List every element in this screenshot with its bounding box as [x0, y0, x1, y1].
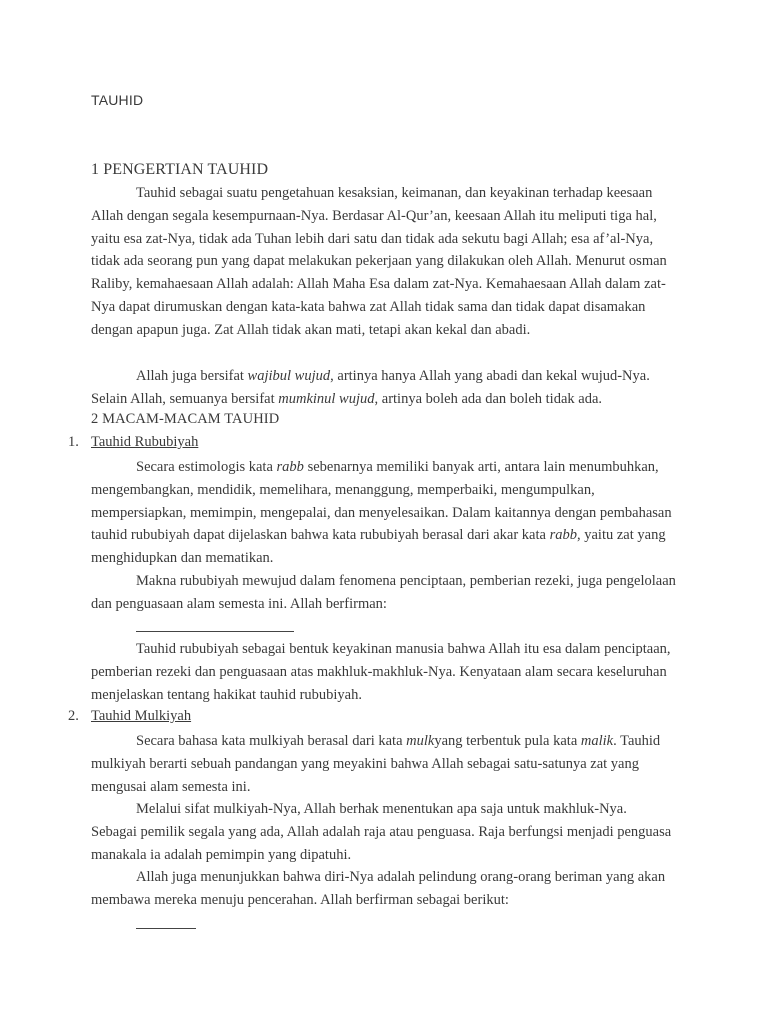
- text-run: Secara estimologis kata: [136, 459, 277, 475]
- italic-term: rabb: [276, 459, 304, 475]
- text-run: Allah juga bersifat: [136, 368, 248, 384]
- mulkiyah-paragraph-3: Allah juga menunjukkan bahwa diri-Nya adalah pelindung orang-orang beriman yang akan membawa mereka menuju pencerahan. Allah berfirman sebagai berikut:: [91, 869, 666, 908]
- text-run: Secara bahasa kata mulkiyah berasal dari kata: [136, 733, 407, 749]
- text-run: , yaitu zat yang menghidupkan dan mematikan.: [91, 527, 666, 567]
- section-1-paragraph-1: Tauhid sebagai suatu pengetahuan kesaksian, keimanan, dan keyakinan terhadap keesaan Allah dengan segala kesempurnaan-Nya. Berdasar Al-Qur’an, keesaan Allah itu meliputi tiga hal, yaitu esa zat-Nya, tidak ada Tuhan lebih dari satu dan tidak ada sekutu bagi Allah; esa af’al-Nya, tidak ada seorang pun yang dapat melakukan pekerjaan yang dilakukan oleh Allah. Menurut osman Raliby, kemahaesaan Allah adalah: Allah Maha Esa dalam zat-Nya. Kemahaesaan Allah dalam zat-Nya dapat dirumuskan dengan kata-kata bahwa zat Allah tidak sama dan tidak dapat disamakan dengan apapun juga. Zat Allah tidak akan mati, tetapi akan kekal dan abadi.: [91, 185, 667, 338]
- text-run: yang terbentuk pula kata: [434, 733, 581, 749]
- mulkiyah-paragraph-1: [91, 730, 676, 798]
- italic-term: mulk: [406, 733, 435, 749]
- italic-term: mumkinul wujud: [278, 390, 375, 407]
- text-run: , artinya hanya Allah yang abadi dan kekal wujud-Nya. Selain Allah, semuanya bersifat: [91, 368, 650, 407]
- text-run: . Tauhid mulkiyah berarti sebuah pandangan yang meyakini bahwa Allah sebagai satu-satunya zat yang mengusai alam semesta ini.: [91, 733, 661, 795]
- list-number-1: 1.: [68, 434, 79, 450]
- italic-term: rabb: [549, 527, 577, 544]
- italic-term: wajibul wujud: [247, 368, 331, 384]
- text-run: sebenarnya memiliki banyak arti, antara lain menumbuhkan, mengembangkan, mendidik, memelihara, menanggung, memperbaiki, mengumpulkan, mempersiapkan, memimpin, mengepalai, dan menyelesaikan. Dalam kaitannya dengan pembahasan tauhid rububiyah dapat dijelaskan bahwa kata rububiyah berasal dari akar kata: [91, 459, 672, 544]
- section-1-paragraph-2: [91, 365, 676, 411]
- text-run: , artinya boleh ada dan boleh tidak ada.: [374, 390, 602, 407]
- blank-quote-line: [136, 928, 196, 929]
- section-1-heading: 1 PENGERTIAN TAUHID: [91, 161, 269, 178]
- list-item-title-rububiyah: Tauhid Rububiyah: [91, 434, 199, 450]
- mulkiyah-paragraph-2: Melalui sifat mulkiyah-Nya, Allah berhak menentukan apa saja untuk makhluk-Nya. Sebagai pemilik segala yang ada, Allah adalah raja atau penguasa. Raja berfungsi menjadi penguasa manakala ia adalah pemimpin yang dipatuhi.: [91, 801, 672, 863]
- blank-quote-line: [136, 631, 294, 632]
- rububiyah-paragraph-3: Tauhid rububiyah sebagai bentuk keyakinan manusia bahwa Allah itu esa dalam penciptaan, pemberian rezeki dan penguasaan atas makhluk-makhluk-Nya. Kenyataan alam secara keseluruhan menjelaskan tentang hakikat tauhid rububiyah.: [91, 641, 671, 703]
- list-number-2: 2.: [68, 708, 79, 724]
- rububiyah-paragraph-1: [91, 456, 676, 570]
- document-title: TAUHID: [91, 92, 144, 108]
- rububiyah-paragraph-2: Makna rububiyah mewujud dalam fenomena penciptaan, pemberian rezeki, juga pengelolaan dan penguasaan alam semesta ini. Allah berfirman:: [91, 573, 676, 612]
- italic-term: malik: [580, 733, 614, 749]
- list-item-title-mulkiyah: Tauhid Mulkiyah: [91, 708, 192, 724]
- section-2-heading: 2 MACAM-MACAM TAUHID: [91, 411, 280, 427]
